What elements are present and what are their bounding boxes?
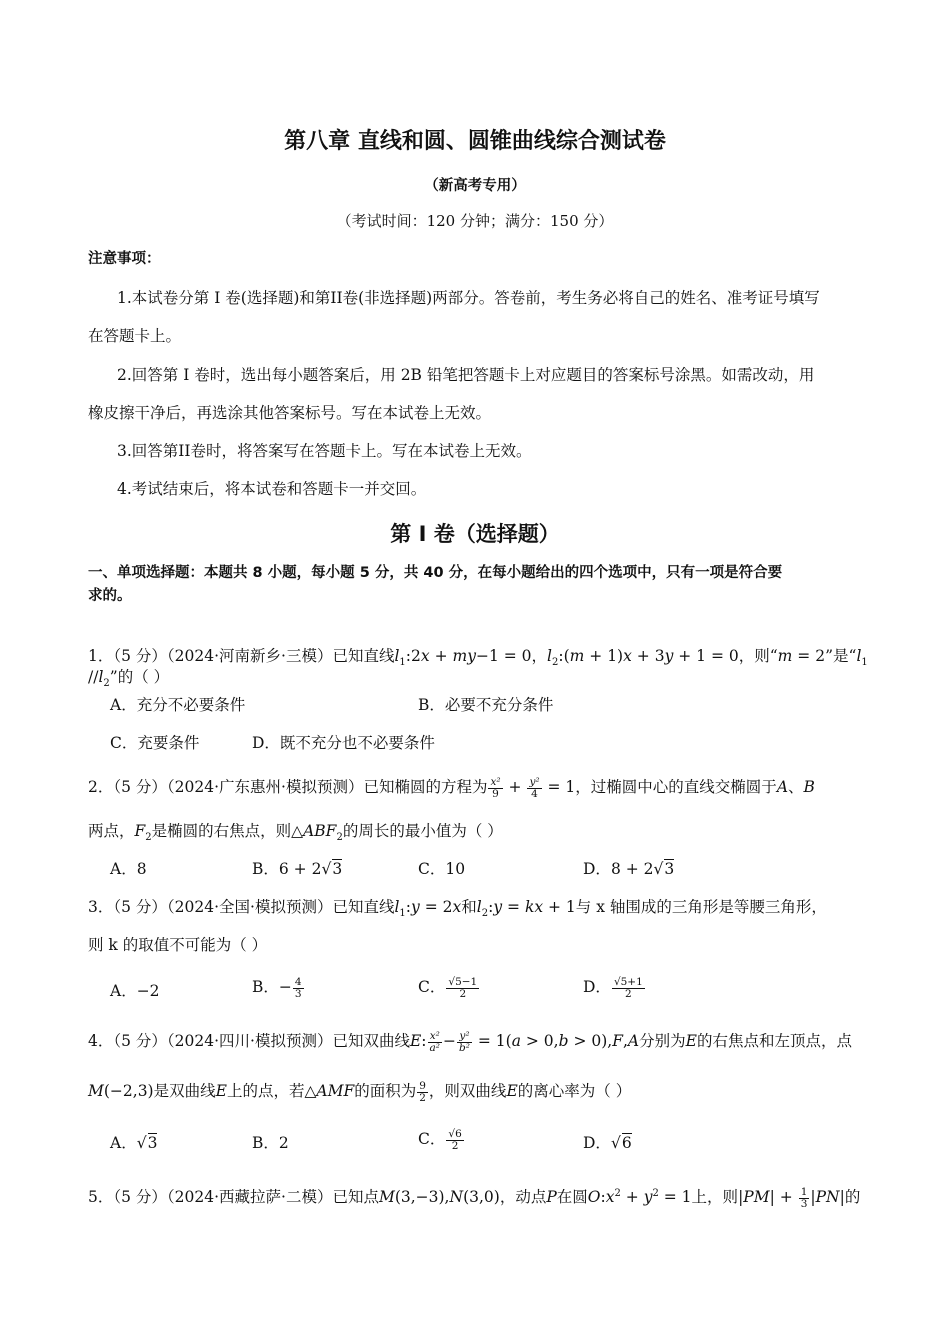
question-2-line-1: 2．（5 分）（2024·广东惠州·模拟预测）已知椭圆的方程为 $\frac{\text{x²}}{9}$ + $\frac{\text{y²}}{4}$ = 1，过椭圆中心的直线交椭圆于A、B	[88, 775, 815, 800]
page-subtitle: （新高考专用）	[424, 178, 526, 194]
q2-option-c: C．10	[418, 860, 466, 878]
question-4-line-1: 4．（5 分）（2024·四川·模拟预测）已知双曲线E: $\frac{\text{x²}}{\text{a²}}$ − $\frac{\text{y²}}{\text{b²}}$ = 1(a > 0,b > 0),F,A分别为E的右焦点和左顶点，点	[88, 1029, 852, 1054]
note-1-line-1: 1.本试卷分第 I 卷(选择题)和第II卷(非选择题)两部分。答卷前，考生务必将自己的姓名、准考证号填写	[117, 289, 820, 307]
q1-prefix: 1．（5 分）（2024·河南新乡·三模）已知直线	[88, 647, 395, 665]
q4-option-c: C． $\frac{√6}{2}$	[418, 1127, 462, 1152]
note-2-line-2: 橡皮擦干净后，再选涂其他答案标号。写在本试卷上无效。	[88, 404, 492, 422]
question-1-line-1: 1．（5 分）（2024·河南新乡·三模）已知直线$l_1:2x + my-1 = 0$，$l_2:(m + 1)x + 3y + 1 = 0$，则“m = 2”是“$l_1$	[88, 647, 868, 669]
note-4: 4.考试结束后，将本试卷和答题卡一并交回。	[117, 480, 427, 498]
q3-option-b: B．− $\frac{4}{3}$	[252, 975, 302, 1000]
q2-option-b: B．6 + 2√3	[252, 860, 343, 878]
note-1-line-2: 在答题卡上。	[88, 327, 182, 345]
page-title: 第八章 直线和圆、圆锥曲线综合测试卷	[284, 129, 666, 154]
q3-option-c: C． $\frac{√5-1}{2}$	[418, 975, 478, 1000]
q4-option-a: A．√3	[110, 1134, 158, 1152]
question-3-line-1: 3．（5 分）（2024·全国·模拟预测）已知直线$l_1:y = 2x$和$l_2:y$ = kx + 1与 x 轴围成的三角形是等腰三角形，	[88, 898, 827, 920]
question-3-line-2: 则 k 的取值不可能为（ ）	[88, 936, 268, 954]
q1-ending: 的（ ）	[117, 668, 170, 686]
q1-option-b: B．必要不充分条件	[418, 696, 554, 714]
q2-prefix: 2．（5 分）（2024·广东惠州·模拟预测）已知椭圆的方程为	[88, 778, 488, 796]
q2-option-a: A．8	[110, 860, 147, 878]
question-2-line-2: 两点，$F_2$是椭圆的右焦点，则$\triangle ABF_2$的周长的最小值为（ ）	[88, 822, 503, 844]
part-heading-line-1: 一、单项选择题：本题共 8 小题，每小题 5 分，共 40 分，在每小题给出的四个选项中，只有一项是符合要	[88, 565, 783, 581]
q4-option-d: D．√6	[583, 1134, 632, 1152]
q1-option-c: C．充要条件	[110, 734, 200, 752]
q1-option-a: A．充分不必要条件	[110, 696, 246, 714]
exam-info: （考试时间：120 分钟；满分：150 分）	[336, 212, 614, 230]
q1-option-d: D．既不充分也不必要条件	[252, 734, 435, 752]
section-title: 第 I 卷（选择题）	[390, 522, 560, 546]
question-4-line-2: M(−2,3)是双曲线E上的点，若△AMF的面积为 $\frac{9}{2}$ ，则双曲线E的离心率为（ ）	[88, 1079, 632, 1104]
note-2-line-1: 2.回答第 I 卷时，选出每小题答案后，用 2B 铅笔把答题卡上对应题目的答案标号涂黑。如需改动，用	[117, 366, 815, 384]
q4-option-b: B．2	[252, 1134, 289, 1152]
note-3: 3.回答第II卷时，将答案写在答题卡上。写在本试卷上无效。	[117, 442, 532, 460]
q2-mid: ，过椭圆中心的直线交椭圆于	[575, 778, 777, 796]
q2-option-d: D．8 + 2√3	[583, 860, 675, 878]
question-5-line-1: 5．（5 分）（2024·西藏拉萨·二模）已知点M(3,−3),N(3,0)，动点P在圆$O:x^2 + y^2 = 1$上，则|PM| + $\frac{1}{3}$ |PN|的	[88, 1185, 861, 1210]
notes-heading: 注意事项：	[88, 251, 161, 267]
part-heading-line-2: 求的。	[88, 588, 132, 604]
question-1-line-2: $//l_2$”的（ ）	[88, 668, 170, 690]
q3-option-a: A．−2	[110, 982, 160, 1000]
q3-option-d: D． $\frac{√5+1}{2}$	[583, 975, 643, 1000]
